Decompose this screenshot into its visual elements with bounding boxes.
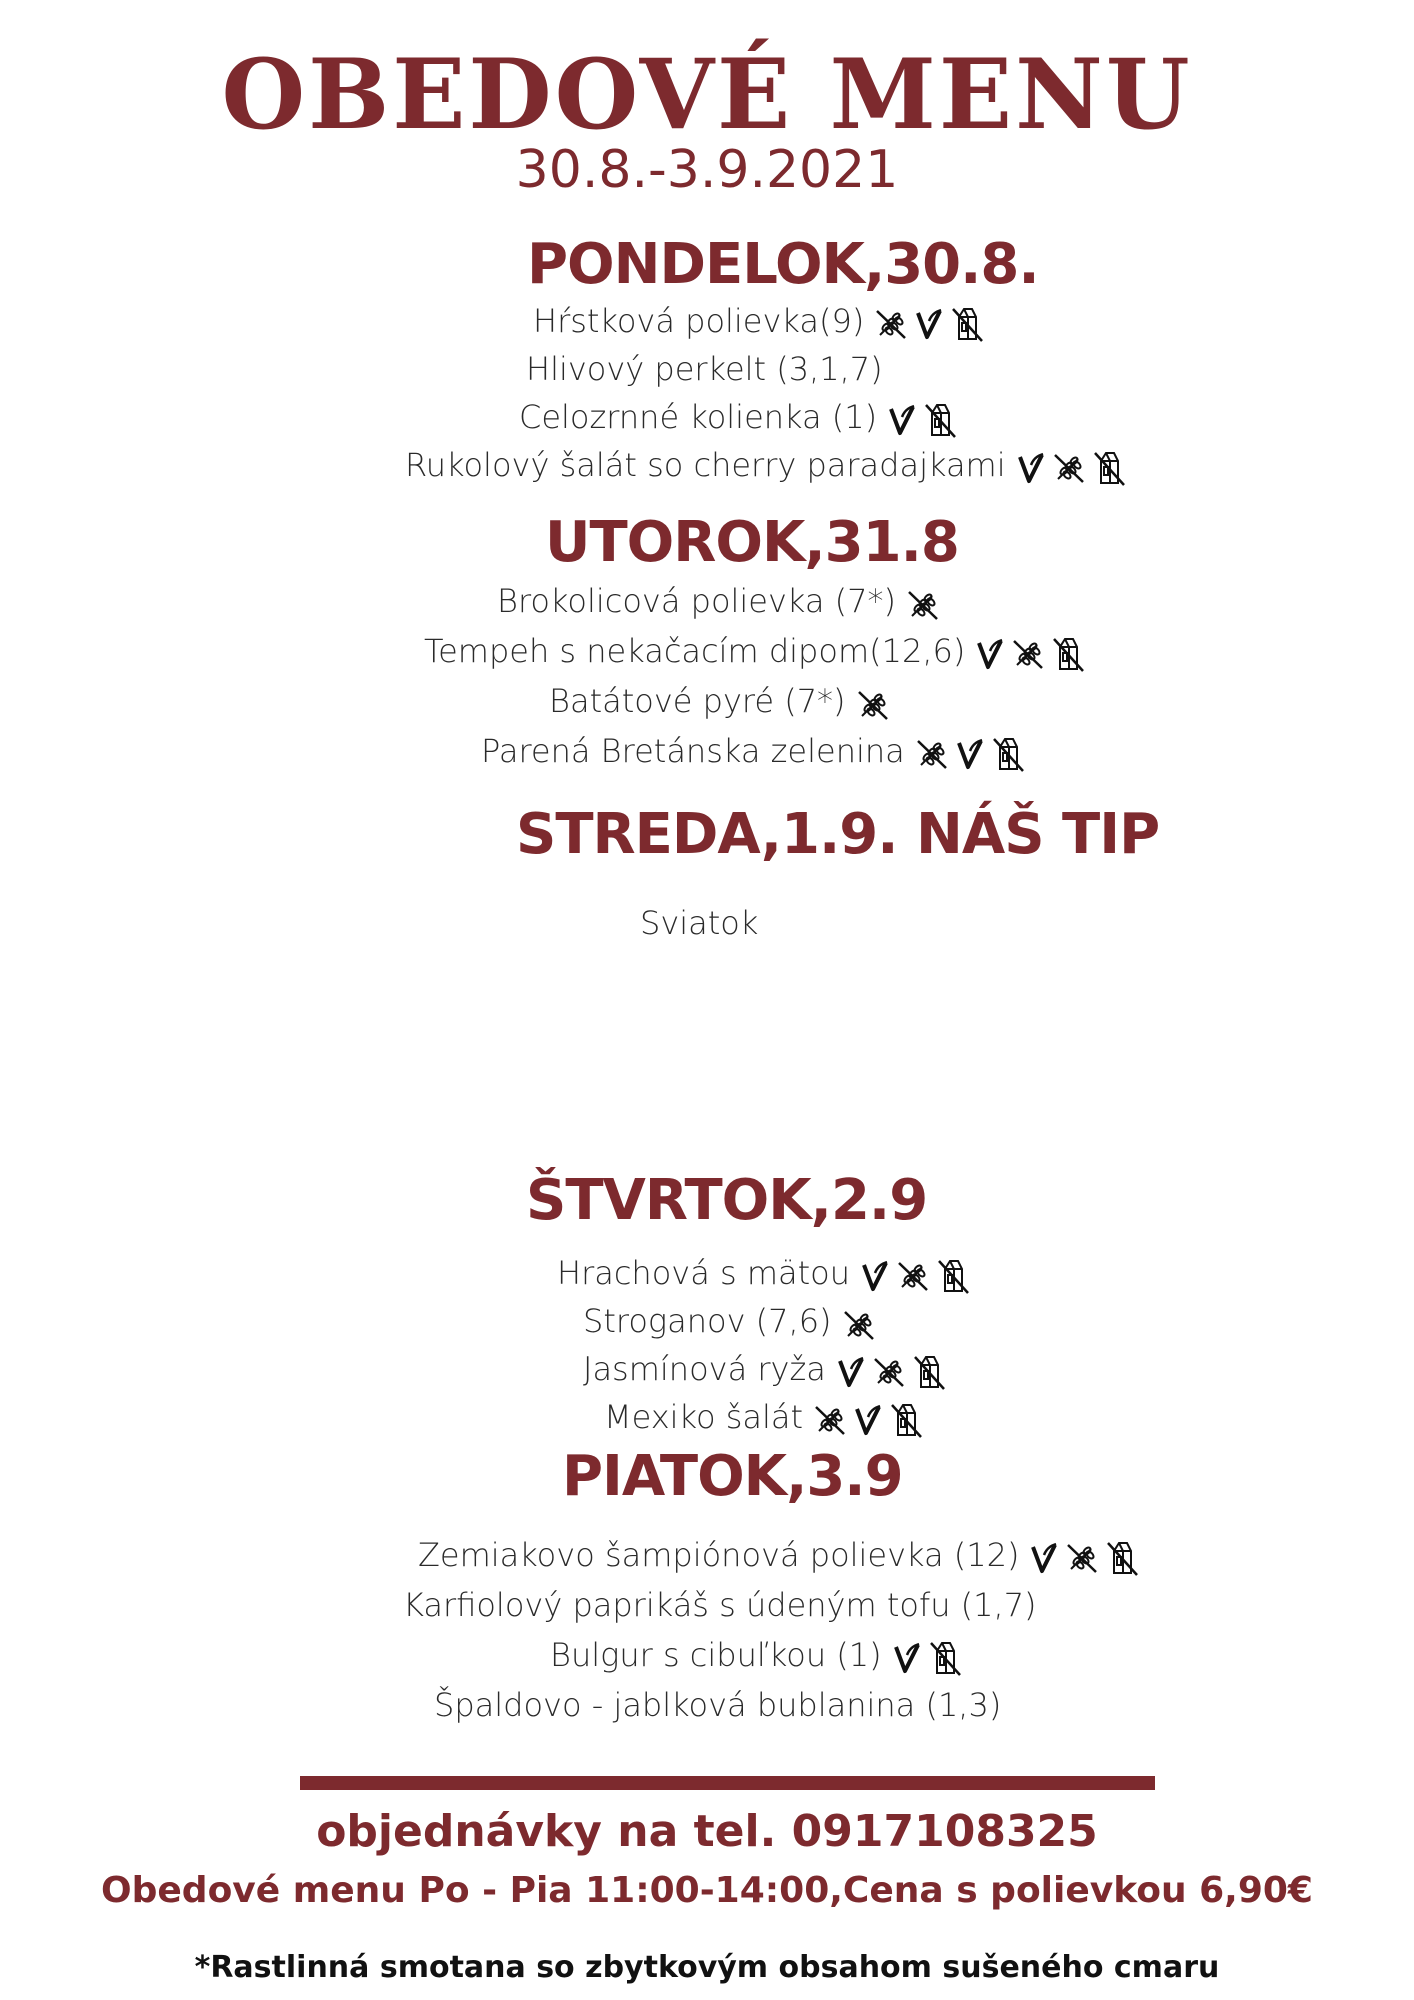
diet-icons <box>874 303 990 343</box>
order-phone: objednávky na tel. 0917108325 <box>316 1806 1098 1857</box>
menu-item-text: Hrachová s mätou <box>557 1254 851 1292</box>
menu-item-text: Špaldovo - jablková bublanina (1,3) <box>434 1686 1002 1724</box>
gluten-free-icon <box>813 1399 853 1437</box>
vegan-icon <box>975 633 1011 671</box>
diet-icons <box>887 399 963 439</box>
menu-dates: 30.8.-3.9.2021 <box>515 140 899 200</box>
menu-item-text: Hlivový perkelt (3,1,7) <box>526 350 883 388</box>
lactose-free-icon <box>923 399 963 437</box>
opening-hours-price: Obedové menu Po - Pia 11:00-14:00,Cena s polievkou 6,90€ <box>101 1870 1313 1911</box>
footnote: *Rastlinná smotana so zbytkovým obsahom sušeného cmaru <box>194 1950 1220 1985</box>
menu-item-text: Mexiko šalát <box>604 1398 804 1436</box>
diet-icons <box>1016 447 1132 487</box>
menu-item-text: Tempeh s nekačacím dipom(12,6) <box>424 632 966 670</box>
vegan-icon <box>860 1255 896 1293</box>
menu-item-text: Bulgur s cibuľkou (1) <box>550 1636 882 1674</box>
diet-icons <box>975 633 1091 673</box>
lactose-free-icon <box>936 1255 976 1293</box>
lactose-free-icon <box>889 1399 929 1437</box>
menu-item-text: Batátové pyré (7*) <box>549 682 846 720</box>
lactose-free-icon <box>1105 1537 1145 1575</box>
menu-item <box>405 446 1132 487</box>
day-heading-thursday: ŠTVRTOK,2.9 <box>526 1168 928 1233</box>
menu-item <box>418 1536 1145 1577</box>
menu-item-text: Karfiolový paprikáš s údeným tofu (1,7) <box>403 1586 1037 1624</box>
diet-icons <box>892 1637 968 1677</box>
menu-item <box>604 1398 929 1439</box>
vegan-icon <box>955 733 991 771</box>
day-heading-wednesday: STREDA,1.9. NÁŠ TIP <box>516 802 1160 867</box>
diet-icons <box>813 1399 929 1439</box>
gluten-free-icon <box>842 1304 882 1342</box>
lactose-free-icon <box>928 1637 968 1675</box>
gluten-free-icon <box>874 303 914 341</box>
day-heading-friday: PIATOK,3.9 <box>562 1444 903 1509</box>
menu-title: OBEDOVÉ MENU <box>221 38 1193 151</box>
diet-icons <box>1029 1537 1145 1577</box>
diet-icons <box>906 584 946 622</box>
lactose-free-icon <box>991 733 1031 771</box>
menu-item <box>481 732 1031 773</box>
menu-item-text: Jasmínová ryža <box>583 1350 826 1388</box>
diet-icons <box>856 684 896 722</box>
lactose-free-icon <box>950 303 990 341</box>
gluten-free-icon <box>856 684 896 722</box>
menu-item-text: Zemiakovo šampiónová polievka (12) <box>418 1536 1020 1574</box>
diet-icons <box>842 1304 882 1342</box>
vegan-icon <box>1016 447 1052 485</box>
menu-item-text: Parená Bretánska zelenina <box>481 732 905 770</box>
vegan-icon <box>887 399 923 437</box>
menu-item <box>526 350 893 388</box>
menu-item-text: Rukolový šalát so cherry paradajkami <box>405 446 1006 484</box>
menu-item <box>557 1254 976 1295</box>
menu-item <box>519 398 963 439</box>
menu-item <box>497 582 946 622</box>
diet-icons <box>915 733 1031 773</box>
menu-item <box>533 302 990 343</box>
lactose-free-icon <box>912 1351 952 1389</box>
gluten-free-icon <box>872 1351 912 1389</box>
menu-item-text: Celozrnné kolienka (1) <box>519 398 878 436</box>
day-heading-monday: PONDELOK,30.8. <box>527 232 1039 297</box>
menu-item <box>583 1302 882 1342</box>
vegan-icon <box>836 1351 872 1389</box>
vegan-icon <box>914 303 950 341</box>
vegan-icon <box>892 1637 928 1675</box>
gluten-free-icon <box>915 733 955 771</box>
menu-item <box>583 1350 952 1391</box>
vegan-icon <box>853 1399 889 1437</box>
day-heading-tuesday: UTOROK,31.8 <box>545 510 959 575</box>
menu-item-text: Hŕstková polievka(9) <box>533 302 865 340</box>
diet-icons <box>860 1255 976 1295</box>
gluten-free-icon <box>896 1255 936 1293</box>
holiday-note: Sviatok <box>640 904 759 942</box>
menu-item <box>549 682 896 722</box>
lactose-free-icon <box>1092 447 1132 485</box>
menu-item <box>403 1586 1047 1624</box>
footer-divider <box>300 1776 1155 1790</box>
vegan-icon <box>1029 1537 1065 1575</box>
menu-item <box>424 632 1091 673</box>
menu-item <box>550 1636 968 1677</box>
menu-item-text: Stroganov (7,6) <box>583 1302 832 1340</box>
diet-icons <box>836 1351 952 1391</box>
menu-item-text: Brokolicová polievka (7*) <box>497 582 896 620</box>
lactose-free-icon <box>1051 633 1091 671</box>
gluten-free-icon <box>1052 447 1092 485</box>
gluten-free-icon <box>1065 1537 1105 1575</box>
menu-item <box>434 1686 1011 1724</box>
gluten-free-icon <box>1011 633 1051 671</box>
gluten-free-icon <box>906 584 946 622</box>
